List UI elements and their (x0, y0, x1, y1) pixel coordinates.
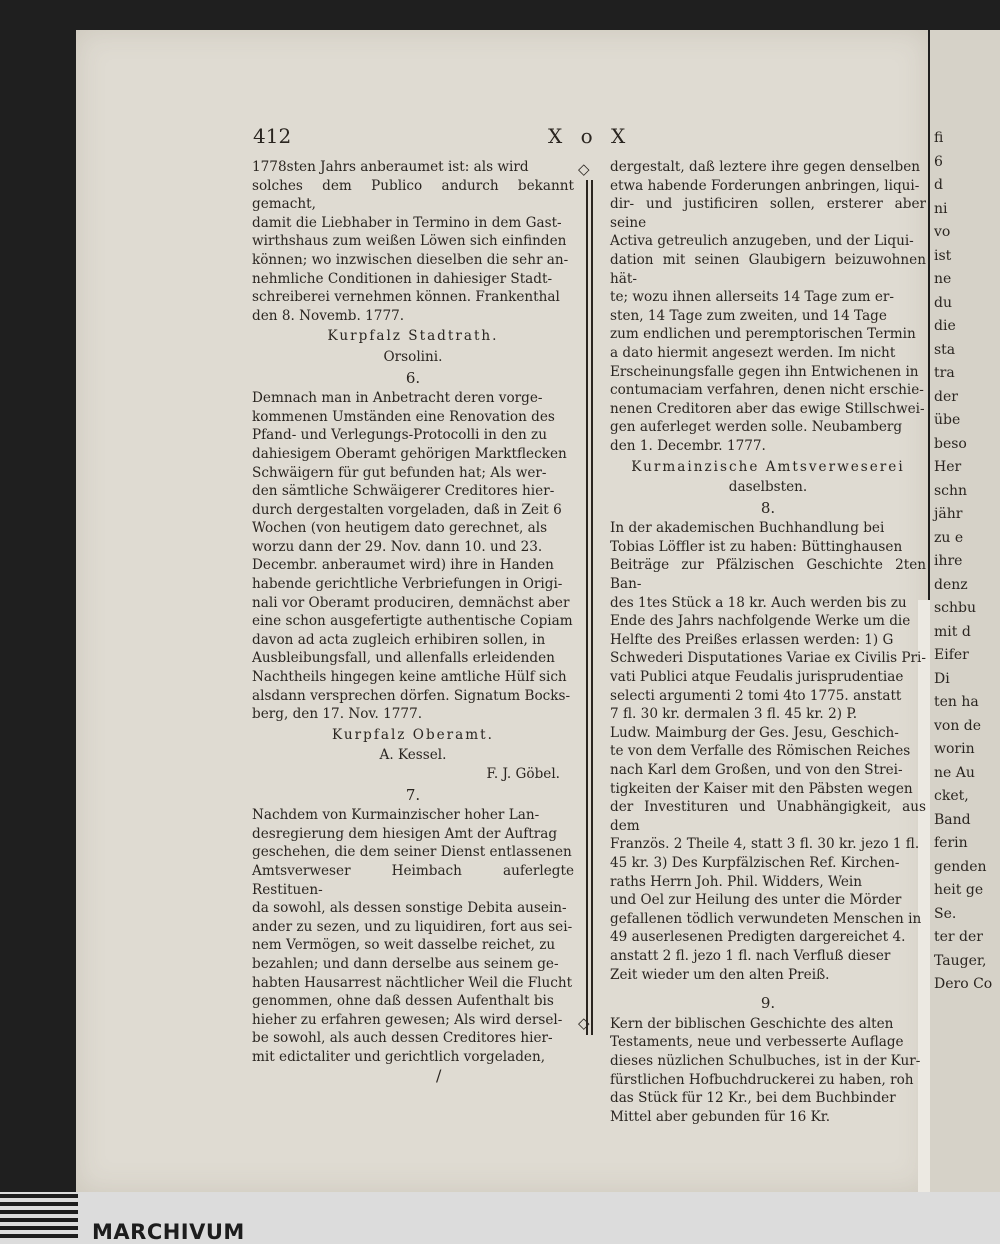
adjacent-text-fragment: denz (934, 576, 968, 593)
adjacent-text-fragment: Tauger, (934, 952, 987, 969)
adjacent-text-fragment: mit d (934, 623, 971, 640)
adjacent-text-fragment: Se. (934, 905, 957, 922)
text-line: solches dem Publico andurch bekannt gemacht, (252, 177, 574, 213)
text-line: habten Hausarrest nächtlicher Weil die Flucht (252, 974, 573, 991)
text-line: mit edictaliter und gerichtlich vorgeladen, (252, 1048, 546, 1065)
adjacent-text-fragment: vo (934, 224, 951, 240)
text-line: den sämtliche Schwäigerer Creditores hier- (252, 483, 555, 500)
adjacent-text-fragment: schbu (934, 600, 977, 616)
text-line: Ausbleibungsfall, und allenfalls erleidenden (252, 650, 555, 667)
text-line: worzu dann der 29. Nov. dann 10. und 23. (252, 538, 543, 555)
text-line: Zeit wieder um den alten Preiß. (610, 966, 830, 983)
column-rule (586, 180, 588, 1035)
adjacent-text-fragment: zu e (934, 529, 964, 546)
adjacent-text-fragment: von de (934, 717, 982, 734)
text-line: Französ. 2 Theile 4, statt 3 fl. 30 kr. jezo 1 fl. (610, 836, 920, 853)
left-column (252, 158, 574, 1067)
adjacent-text-fragment: die (934, 318, 956, 334)
text-line: nach Karl dem Großen, und von den Strei- (610, 762, 903, 778)
text-line: den 1. Decembr. 1777. (610, 437, 766, 454)
adjacent-text-fragment: ne (934, 271, 952, 287)
text-line: hieher zu erfahren gewesen; Als wird dersel- (252, 1011, 563, 1028)
text-line: Erscheinungsfalle gegen ihn Entwichenen in (610, 363, 919, 380)
text-line: Ludw. Maimburg der Ges. Jesu, Geschich- (610, 724, 899, 741)
text-line: be sowohl, als auch dessen Creditores hier- (252, 1030, 553, 1047)
text-line: genommen, ohne daß dessen Aufenthalt bis (252, 993, 554, 1010)
text-line: nehmliche Conditionen in dahiesiger Stadt- (252, 270, 553, 287)
adjacent-text-fragment: beso (934, 435, 967, 452)
text-line: 45 kr. 3) Des Kurpfälzischen Ref. Kirchen- (610, 854, 900, 871)
text-line: Amtsverweser Heimbach auferlegte Restituen- (252, 862, 574, 898)
text-line: alsdann versprechen dörfen. Signatum Bocks- (252, 687, 571, 704)
text-line: Mittel aber gebunden für 16 Kr. (610, 1108, 831, 1125)
text-line: eine schon ausgefertigte authentische Copiam (252, 613, 573, 630)
paragraph-1 (252, 158, 574, 325)
text-line: können; wo inzwischen dieselben die sehr an- (252, 251, 569, 268)
text-line: fürstlichen Hofbuchdruckerei zu haben, roh (610, 1071, 914, 1088)
adjacent-text-fragment: ni (934, 200, 948, 217)
section-number: 9. (760, 994, 776, 1013)
adjacent-text-fragment: d (934, 177, 943, 193)
marchivum-logo-icon (0, 1192, 78, 1244)
text-line: raths Herrn Joh. Phil. Widders, Wein (610, 873, 863, 890)
adjacent-text-fragment: Dero Co (934, 976, 993, 992)
text-line: tigkeiten der Kaiser mit den Päbsten wegen (610, 780, 913, 797)
paragraph-6 (252, 389, 574, 724)
text-line: 49 auserlesenen Predigten dargereichet 4. (610, 929, 906, 946)
text-line: Activa getreulich anzugeben, und der Liqui- (610, 233, 914, 250)
text-line: wirthshaus zum weißen Löwen sich einfinden (252, 233, 567, 250)
text-line: nem Vermögen, so weit dasselbe reichet, zu (252, 937, 556, 954)
text-line: te von dem Verfalle des Römischen Reiches (610, 743, 911, 760)
text-line: dahiesigem Oberamt gehörigen Marktflecken (252, 445, 567, 462)
signature: F. J. Göbel. (486, 766, 560, 782)
text-line: Pfand- und Verlegungs-Protocolli in den zu (252, 427, 547, 444)
text-line: des 1tes Stück a 18 kr. Auch werden bis zu (610, 594, 907, 611)
text-line: ander zu sezen, und zu liquidiren, fort aus sei- (252, 918, 573, 935)
text-line: durch dergestalten vorgeladen, daß in Zeit 6 (252, 501, 562, 518)
ornament-icon: ◇ (578, 160, 590, 178)
text-line: dation mit seinen Glaubigern beizuwohnen hät- (610, 251, 926, 287)
text-line: Tobias Löffler ist zu haben: Büttinghausen (610, 538, 903, 555)
text-line: dir- und justificiren sollen, ersterer aber seine (610, 196, 926, 231)
text-line: selecti argumenti 2 tomi 4to 1775. anstatt (610, 687, 902, 704)
adjacent-text-fragment: Eifer (934, 647, 969, 663)
text-line: davon ad acta zugleich erhibiren sollen, in (252, 631, 546, 648)
section-heading: Kurpfalz Oberamt. (332, 726, 494, 743)
adjacent-text-fragment: schn (934, 482, 968, 499)
right-column (610, 158, 926, 1126)
text-line: a dato hiermit angesezt werden. Im nicht (610, 344, 896, 361)
adjacent-text-fragment: ten ha (934, 694, 979, 710)
text-line: nali vor Oberamt produciren, demnächst aber (252, 594, 570, 611)
ornament-icon: ◇ (578, 1014, 590, 1032)
adjacent-text-fragment: ist (934, 247, 952, 264)
text-line: Nachtheils hingegen keine amtliche Hülf sich (252, 669, 567, 686)
paragraph-8 (610, 519, 926, 984)
text-line: contumaciam verfahren, denen nicht erschie- (610, 382, 924, 399)
text-line: Beiträge zur Pfälzischen Geschichte 2ten Ban- (610, 557, 926, 593)
text-line: da sowohl, als dessen sonstige Debita ausein- (252, 900, 567, 917)
text-line: habende gerichtliche Verbriefungen in Origi- (252, 576, 563, 593)
text-line: und Oel zur Heilung des unter die Mörder (610, 892, 902, 909)
text-line: Schwäigern für gut befunden hat; Als wer- (252, 464, 547, 481)
text-line: desregierung dem hiesigen Amt der Auftrag (252, 825, 558, 842)
text-line: Ende des Jahrs nachfolgende Werke um die (610, 613, 911, 630)
adjacent-text-fragment: worin (934, 741, 975, 757)
adjacent-text-fragment: Her (934, 459, 962, 475)
text-line: geschehen, die dem seiner Dienst entlassenen (252, 844, 572, 861)
text-line: etwa habende Forderungen anbringen, liqui- (610, 177, 920, 194)
section-number: 6. (405, 368, 421, 387)
adjacent-text-fragment: ne Au (934, 764, 975, 781)
text-line: In der akademischen Buchhandlung bei (610, 520, 885, 537)
text-line: Decembr. anberaumet wird) ihre in Handen (252, 557, 554, 574)
text-line: gefallenen tödlich verwundeten Menschen in (610, 910, 922, 927)
section-heading: Kurmainzische Amtsverweserei (631, 458, 905, 475)
stray-mark: / (436, 1066, 442, 1085)
adjacent-text-fragment: der (934, 388, 958, 405)
text-line: berg, den 17. Nov. 1777. (252, 706, 423, 723)
adjacent-text-fragment: heit ge (934, 882, 984, 898)
adjacent-text-fragment: Di (934, 670, 950, 687)
text-line: dergestalt, daß leztere ihre gegen denselben (610, 159, 921, 175)
text-line: das Stück für 12 Kr., bei dem Buchbinder (610, 1090, 896, 1107)
text-line: Wochen (von heutigem dato gerechnet, als (252, 520, 548, 537)
adjacent-text-fragment: sta (934, 341, 956, 358)
adjacent-text-fragment: ihre (934, 553, 963, 569)
adjacent-text-fragment: übe (934, 412, 961, 428)
text-line: Testaments, neue und verbesserte Auflage (610, 1034, 904, 1051)
text-line: 7 fl. 30 kr. dermalen 3 fl. 45 kr. 2) P. (610, 706, 858, 723)
adjacent-text-fragment: Band (934, 811, 971, 828)
text-line: sten, 14 Tage zum zweiten, und 14 Tage (610, 307, 887, 324)
page-number: 412 (253, 124, 292, 148)
text-line: der Investituren und Unabhängigkeit, aus dem (610, 799, 926, 834)
text-line: bezahlen; und dann derselbe aus seinem ge- (252, 955, 559, 972)
text-line: te; wozu ihnen allerseits 14 Tage zum er- (610, 289, 894, 306)
adjacent-text-fragment: tra (934, 365, 955, 381)
adjacent-text-fragment: genden (934, 858, 987, 875)
text-line: dieses nüzlichen Schulbuches, ist in der Kur- (610, 1052, 921, 1069)
adjacent-text-fragment: 6 (934, 153, 943, 170)
text-line: den 8. Novemb. 1777. (252, 307, 405, 324)
text-line: Nachdem von Kurmainzischer hoher Lan- (252, 807, 540, 824)
paragraph-7 (252, 806, 574, 1066)
section-number: 8. (760, 498, 776, 517)
text-line: Helfte des Preißes erlassen werden: 1) G (610, 631, 894, 648)
text-line: nenen Creditoren aber das ewige Stillschwei- (610, 400, 925, 417)
paragraph-7-cont (610, 158, 926, 456)
text-line: damit die Liebhaber in Termino in dem Gast- (252, 214, 562, 231)
adjacent-page (930, 30, 1000, 1192)
text-line: 1778sten Jahrs anberaumet ist: als wird (252, 159, 529, 175)
text-line: zum endlichen und peremptorischen Termin (610, 326, 916, 343)
text-line: vati Publici atque Feudalis jurisprudentiae (610, 669, 904, 686)
signature: Orsolini. (383, 348, 443, 365)
adjacent-text-fragment: jähr (934, 506, 963, 522)
text-line: Schwederi Disputationes Variae ex Civilis Pri- (610, 650, 926, 667)
paragraph-9 (610, 1015, 926, 1127)
adjacent-text-fragment: ter der (934, 929, 983, 945)
adjacent-text-fragment: fi (934, 130, 944, 146)
section-heading: Kurpfalz Stadtrath. (327, 328, 499, 345)
header-ornament: X o X (548, 124, 632, 148)
text-line: anstatt 2 fl. jezo 1 fl. nach Verfluß dieser (610, 947, 891, 964)
text-line: kommenen Umständen eine Renovation des (252, 408, 555, 425)
section-heading-cont: daselbsten. (728, 479, 808, 496)
section-number: 7. (405, 785, 421, 804)
text-line: Demnach man in Anbetracht deren vorge- (252, 390, 543, 407)
adjacent-text-fragment: ferin (934, 835, 968, 851)
text-line: gen auferleget werden solle. Neubamberg (610, 419, 903, 436)
text-line: schreiberei vernehmen können. Frankenthal (252, 289, 560, 306)
text-line: Kern der biblischen Geschichte des alten (610, 1015, 894, 1032)
column-rule (591, 180, 593, 1035)
adjacent-text-fragment: du (934, 294, 952, 311)
adjacent-text-fragment: cket, (934, 788, 969, 804)
signature: A. Kessel. (379, 747, 447, 764)
brand-name: MARCHIVUM (92, 1220, 245, 1244)
